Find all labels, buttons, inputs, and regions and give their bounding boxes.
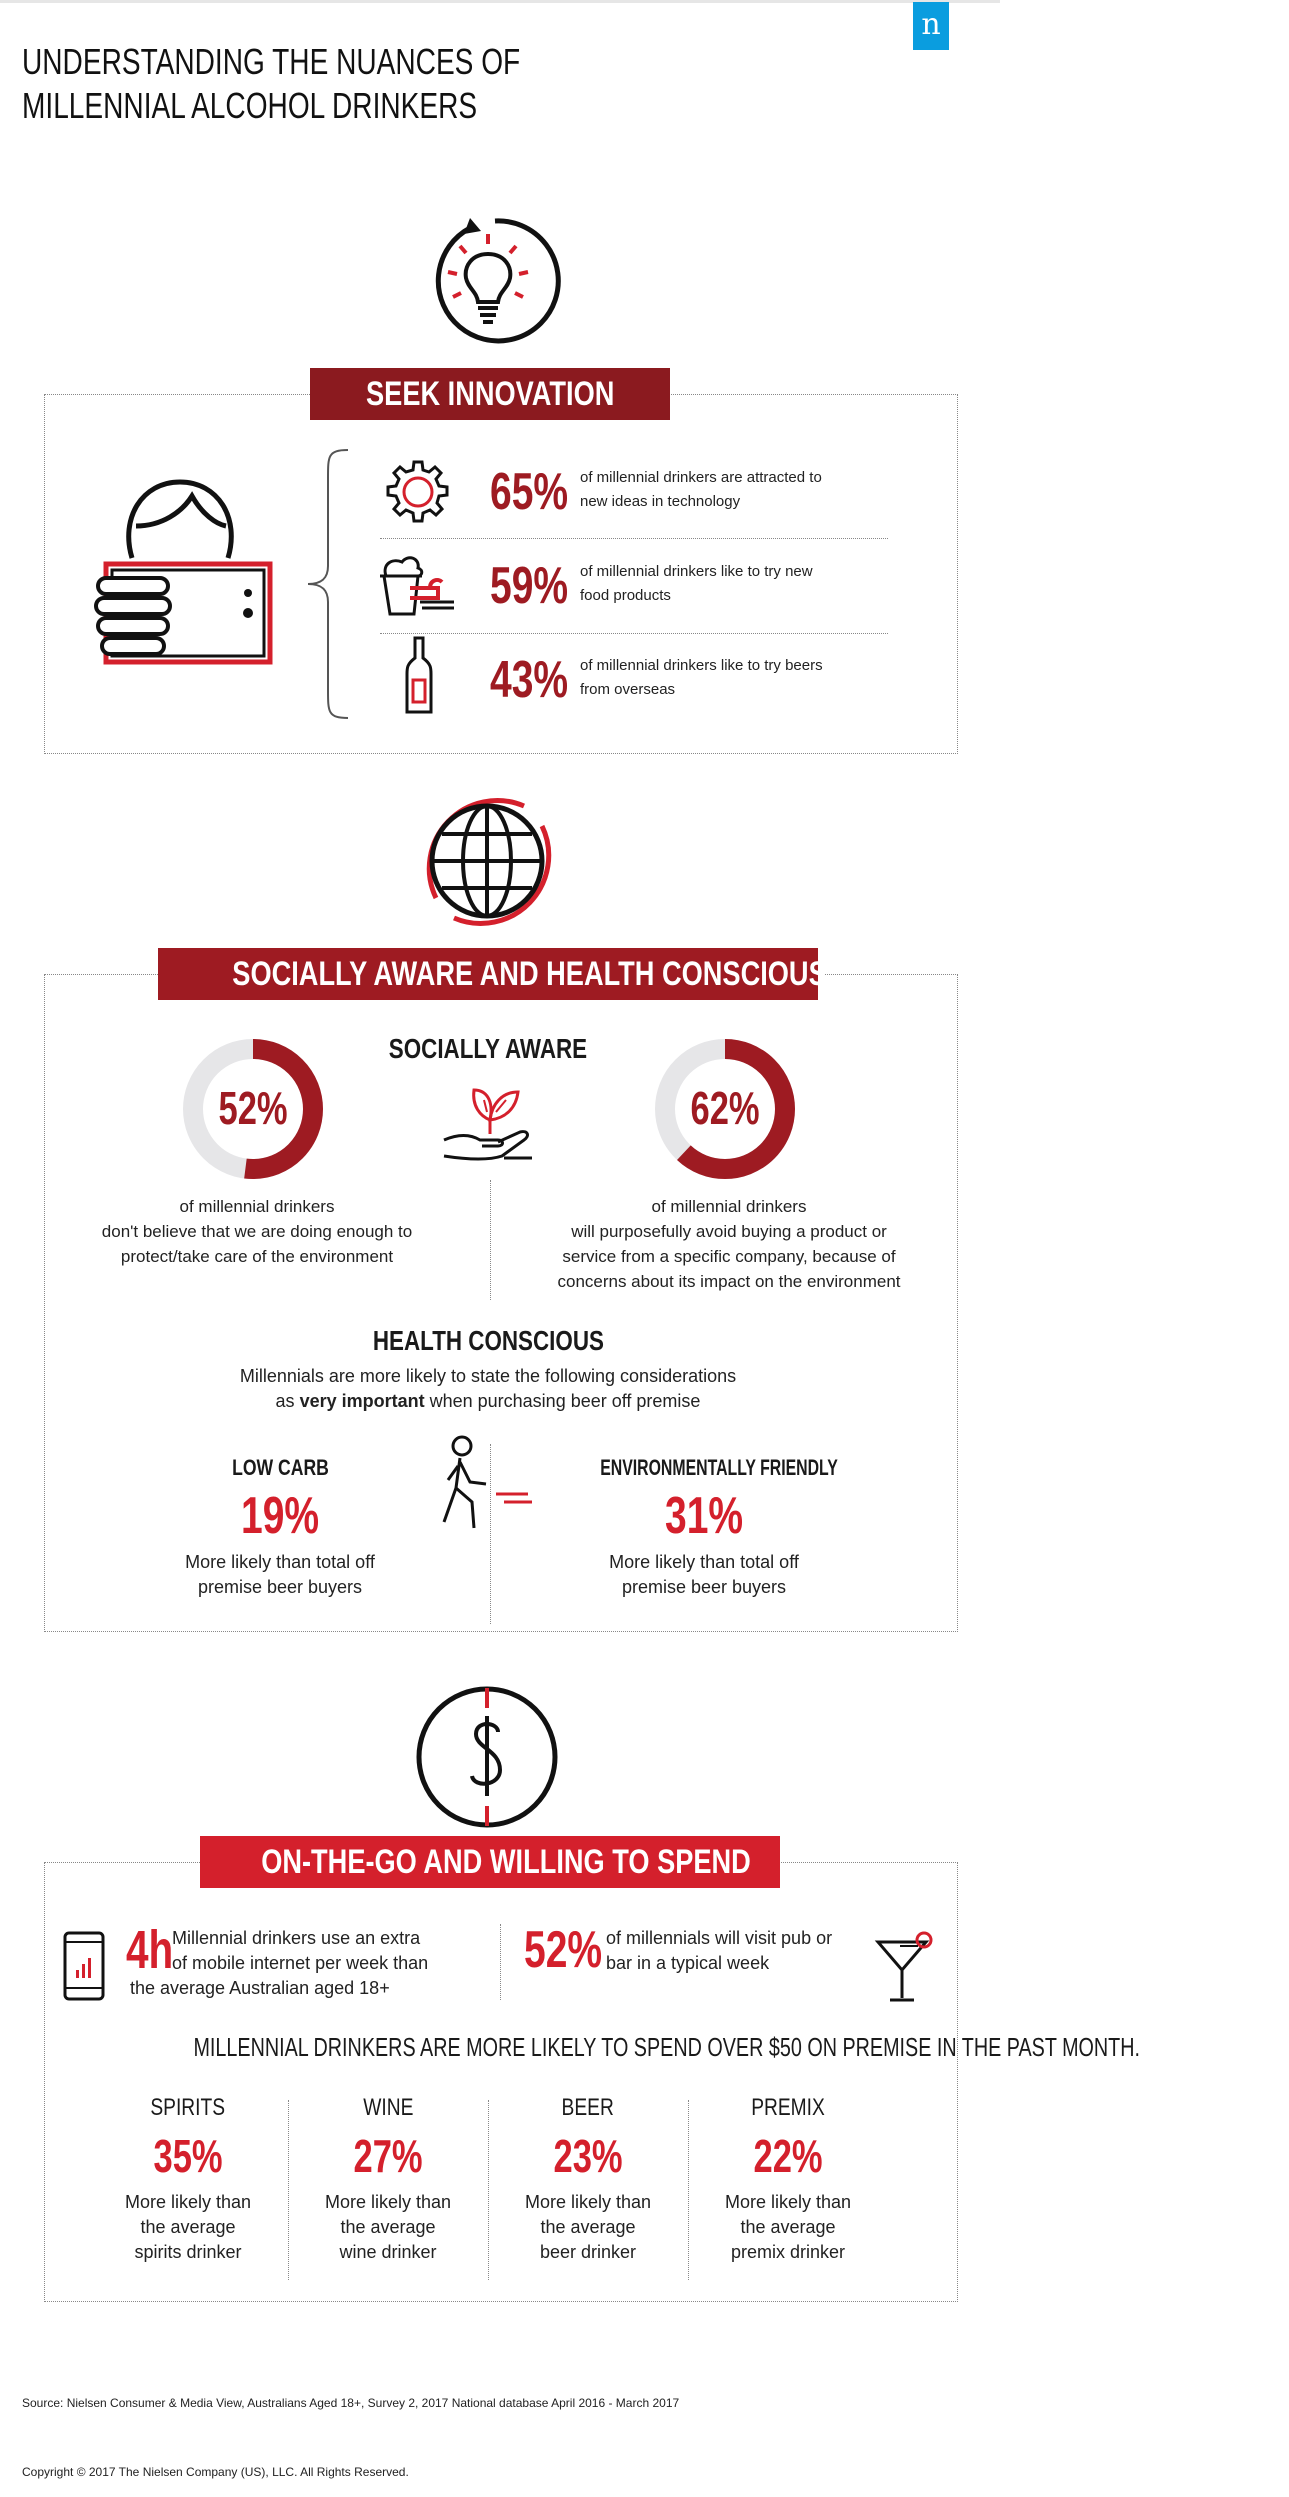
category-wine <box>288 2094 488 2265</box>
lightbulb-icon <box>420 212 556 348</box>
health-intro: Millennials are more likely to state the following considerations as very important when purchasing beer off premise <box>239 1366 737 1411</box>
food-icon <box>376 552 456 618</box>
category-premix <box>688 2094 888 2265</box>
gear-icon <box>384 458 452 526</box>
health-conscious-heading: HEALTH CONSCIOUS <box>372 1325 604 1356</box>
stat-percent: 59% <box>490 557 569 615</box>
stat-description: of millennial drinkers are attracted to new ideas in technology <box>580 469 822 510</box>
category-description: More likely than the average beer drinker <box>524 2192 652 2262</box>
spend-headline: MILLENNIAL DRINKERS ARE MORE LIKELY TO SPEND OVER $50 ON PREMISE IN THE PAST MONTH. <box>193 2032 1140 2062</box>
mobile-hours: 4h <box>126 1920 174 1980</box>
mobile-text-top: Millennial drinkers use an extra of mobile internet per week than <box>172 1928 429 1973</box>
brace-icon <box>300 448 350 720</box>
low-carb-percent: 19% <box>240 1487 320 1545</box>
stat-divider <box>380 538 888 539</box>
page-title <box>22 40 520 128</box>
category-percent: 35% <box>153 2130 223 2182</box>
env-friendly-label: ENVIRONMENTALLY FRIENDLY <box>600 1455 838 1480</box>
on-the-go-banner: ON-THE-GO AND WILLING TO SPEND <box>200 1836 780 1888</box>
person-with-phone-icon <box>92 478 278 668</box>
title-line-2: MILLENNIAL ALCOHOL DRINKERS <box>22 85 478 126</box>
stat-description: of millennial drinkers like to try new food products <box>580 563 813 604</box>
socially-aware-heading: SOCIALLY AWARE <box>388 1033 588 1064</box>
stat-divider <box>380 633 888 634</box>
title-line-1: UNDERSTANDING THE NUANCES OF <box>22 41 521 82</box>
donut-percent: 62% <box>690 1082 760 1134</box>
category-beer <box>488 2094 688 2265</box>
column-divider <box>288 2100 289 2280</box>
globe-icon <box>414 788 560 934</box>
low-carb-text: More likely than total off premise beer buyers <box>185 1552 375 1597</box>
column-divider <box>688 2100 689 2280</box>
category-spirits <box>88 2094 288 2265</box>
stat-description: of millennial drinkers like to try beers from overseas <box>580 657 823 698</box>
category-percent: 23% <box>553 2130 623 2182</box>
category-description: More likely than the average wine drinker <box>324 2192 452 2262</box>
pub-text: of millennials will visit pub or bar in a typical week <box>606 1928 833 1973</box>
category-percent: 27% <box>353 2130 423 2182</box>
copyright: Copyright © 2017 The Nielsen Company (US), LLC. All Rights Reserved. <box>22 2465 409 2479</box>
seek-innovation-banner: SEEK INNOVATION <box>310 368 670 420</box>
mobile-phone-icon <box>62 1930 106 2002</box>
column-divider <box>500 1924 501 2000</box>
top-border <box>0 0 1000 3</box>
category-name: WINE <box>362 2094 414 2121</box>
category-description: More likely than the average premix drinker <box>724 2192 852 2262</box>
running-person-icon <box>440 1432 536 1536</box>
stat-percent: 43% <box>490 651 569 709</box>
category-name: BEER <box>561 2094 615 2121</box>
column-divider <box>490 1180 491 1300</box>
nielsen-logo[interactable]: n <box>913 2 949 50</box>
category-name: PREMIX <box>751 2094 825 2121</box>
plant-in-hand-icon <box>440 1070 536 1162</box>
column-divider <box>488 2100 489 2280</box>
socially-aware-right-text: of millennial drinkers will purposefully avoid buying a product or service from a specific company, because of concerns about its impact on the environment <box>557 1197 901 1291</box>
socially-aware-banner: SOCIALLY AWARE AND HEALTH CONSCIOUS <box>158 948 818 1000</box>
mobile-text-bottom: the average Australian aged 18+ <box>130 1978 390 1998</box>
env-friendly-percent: 31% <box>664 1487 744 1545</box>
socially-aware-left-text: of millennial drinkers don't believe that we are doing enough to protect/take care of the environment <box>101 1197 413 1266</box>
category-percent: 22% <box>753 2130 823 2182</box>
category-name: SPIRITS <box>150 2094 226 2121</box>
donut-percent: 52% <box>218 1082 288 1134</box>
bottle-icon <box>404 636 434 716</box>
low-carb-label: LOW CARB <box>231 1455 329 1480</box>
source-note: Source: Nielsen Consumer & Media View, Australians Aged 18+, Survey 2, 2017 National database April 2016 - March 2017 <box>22 2396 680 2410</box>
stat-percent: 65% <box>490 463 569 521</box>
category-description: More likely than the average spirits drinker <box>124 2192 252 2262</box>
cocktail-glass-icon <box>874 1926 936 2004</box>
dollar-icon <box>414 1684 560 1830</box>
pub-percent: 52% <box>524 1921 603 1979</box>
env-friendly-text: More likely than total off premise beer buyers <box>609 1552 799 1597</box>
